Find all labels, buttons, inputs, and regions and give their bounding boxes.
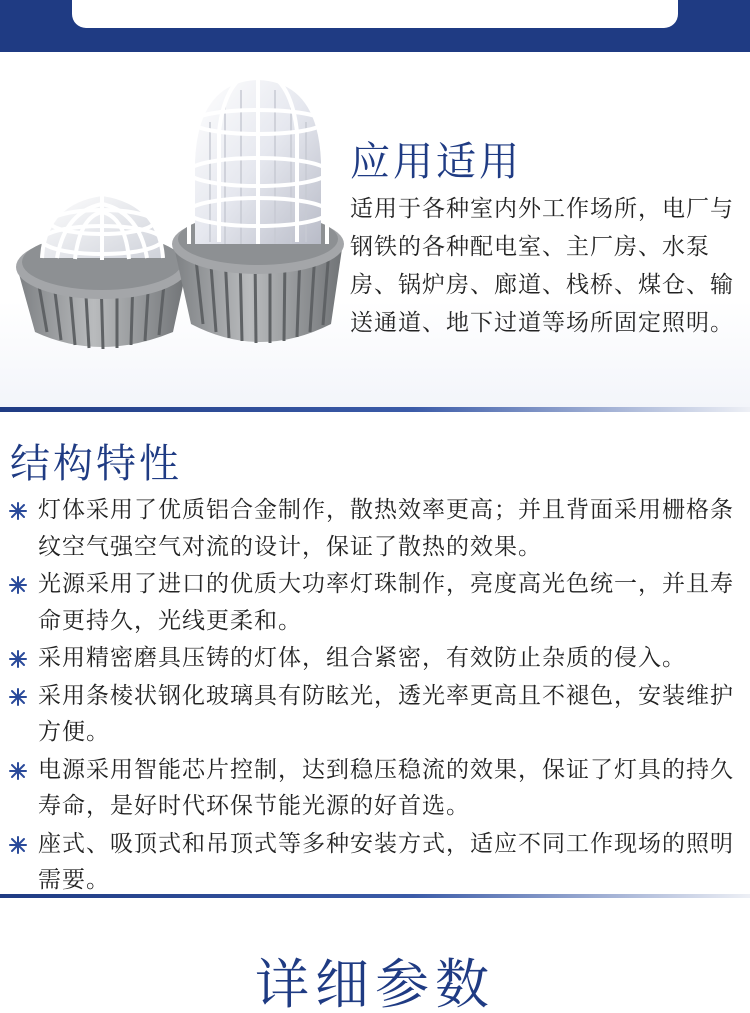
structure-title: 结构特性 [10,441,182,487]
list-item [8,826,743,899]
snowflake-bullet-icon [8,761,28,781]
snowflake-bullet-icon [8,687,28,707]
list-item [8,678,743,751]
snowflake-bullet-icon [8,575,28,595]
product-image [5,62,345,362]
feature-text: 座式、吸顶式和吊顶式等多种安装方式，适应不同工作现场的照明需要。 [38,830,734,893]
snowflake-bullet-icon [8,501,28,521]
feature-text: 采用精密磨具压铸的灯体，组合紧密，有效防止杂质的侵入。 [38,645,686,671]
list-item [8,640,743,677]
snowflake-bullet-icon [8,835,28,855]
application-title: 应用适用 [350,139,522,185]
list-item [8,566,743,639]
feature-text: 电源采用智能芯片控制，达到稳压稳流的效果，保证了灯具的持久寿命，是好时代环保节能光源的好首选。 [38,756,734,819]
section-divider [0,407,750,412]
structure-feature-list [8,492,743,900]
list-item [8,492,743,565]
large-lamp [172,66,344,343]
params-title: 详细参数 [255,953,495,1013]
feature-text: 光源采用了进口的优质大功率灯珠制作，亮度高光色统一，并且寿命更持久，光线更柔和。 [38,571,734,634]
top-white-panel [72,0,678,28]
section-divider [0,894,750,898]
list-item [8,752,743,825]
snowflake-bullet-icon [8,649,28,669]
feature-text: 灯体采用了优质铝合金制作，散热效率更高；并且背面采用栅格条纹空气强空气对流的设计，保证了散热的效果。 [38,497,734,560]
top-banner [0,0,750,52]
application-text: 适用于各种室内外工作场所，电厂与钢铁的各种配电室、主厂房、水泵房、锅炉房、廊道、栈桥、煤仓、输送通道、地下过道等场所固定照明。 [350,196,734,336]
feature-text: 采用条棱状钢化玻璃具有防眩光，透光率更高且不褪色，安装维护方便。 [38,682,734,745]
small-lamp [16,194,188,349]
